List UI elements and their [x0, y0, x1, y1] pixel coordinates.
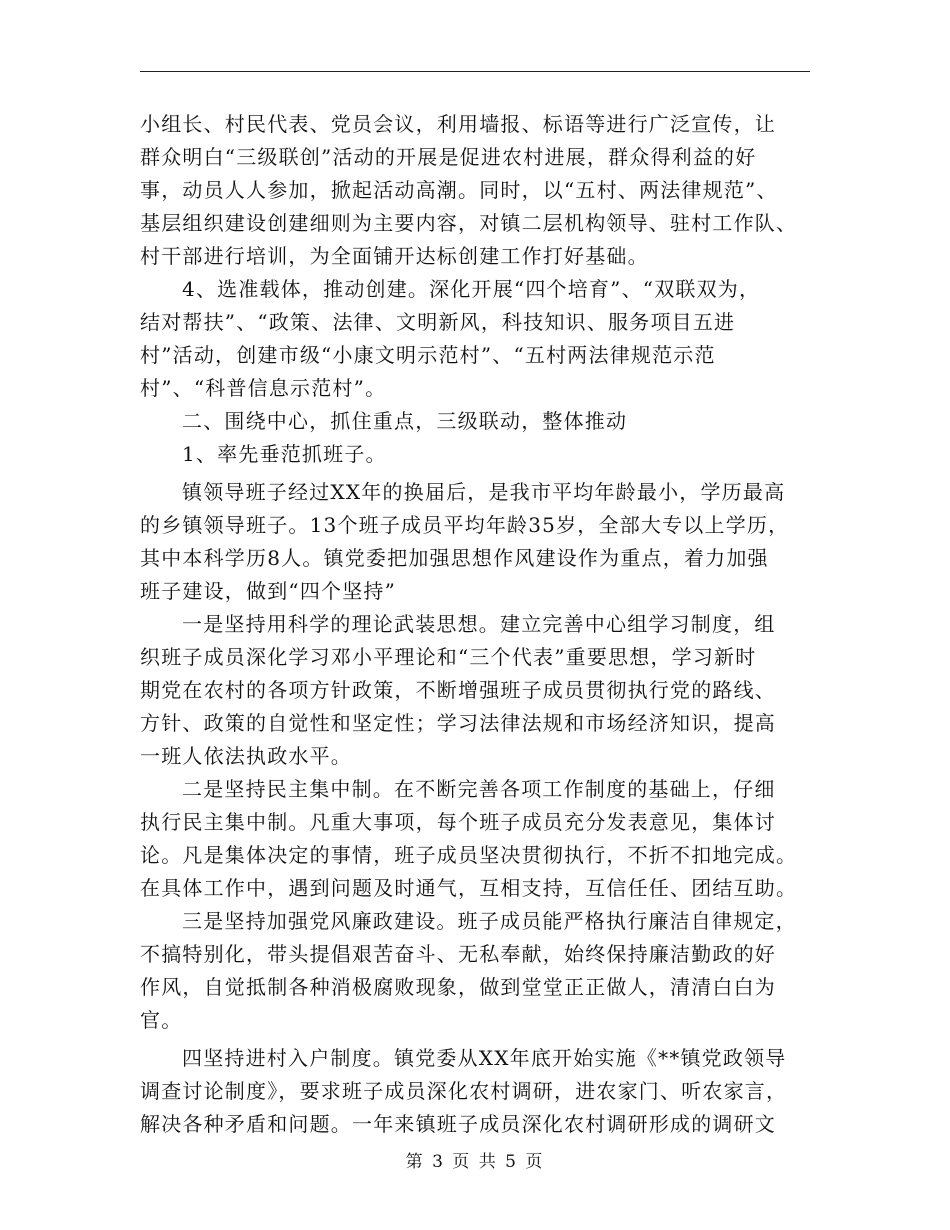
text-line: 四坚持进村入户制度。镇党委从XX年底开始实施《**镇党政领导	[182, 1046, 787, 1070]
text-line: 事，动员人人参加，掀起活动高潮。同时，以“五村、两法律规范”、	[140, 178, 778, 202]
text-line: 官。	[140, 1008, 183, 1032]
text-line: 基层组织建设创建细则为主要内容，对镇二层机构领导、驻村工作队、	[140, 211, 798, 235]
text-line: 镇领导班子经过XX年的换届后，是我市平均年龄最小，学历最高	[182, 480, 786, 504]
header-rule	[140, 71, 810, 72]
text-line: 群众明白“三级联创”活动的开展是促进农村进展，群众得利益的好	[140, 145, 757, 169]
text-line: 作风，自觉抵制各种消极腐败现象，做到堂堂正正做人，清清白白为	[140, 975, 776, 999]
section-heading: 二、围绕中心，抓住重点，三级联动，整体推动	[182, 409, 628, 433]
text-line: 一班人依法执政水平。	[140, 744, 352, 768]
text-line: 二是坚持民主集中制。在不断完善各项工作制度的基础上，仔细	[182, 777, 776, 801]
text-line: 织班子成员深化学习邓小平理论和“三个代表”重要思想，学习新时	[140, 645, 757, 669]
page-number-footer: 第 3 页 共 5 页	[405, 1152, 545, 1172]
text-line: 村”、“科普信息示范村”。	[140, 376, 387, 400]
text-line: 执行民主集中制。凡重大事项，每个班子成员充分发表意见，集体讨	[140, 810, 776, 834]
text-line: 在具体工作中，遇到问题及时通气，互相支持，互信任任、团结互助。	[140, 876, 798, 900]
text-line: 期党在农村的各项方针政策，不断增强班子成员贯彻执行党的路线、	[140, 678, 776, 702]
text-line: 不搞特别化，带头提倡艰苦奋斗、无私奉献，始终保持廉洁勤政的好	[140, 942, 776, 966]
text-line: 论。凡是集体决定的事情，班子成员坚决贯彻执行，不折不扣地完成。	[140, 843, 798, 867]
text-line: 小组长、村民代表、党员会议，利用墙报、标语等进行广泛宣传，让	[140, 112, 776, 136]
subsection-heading: 1、率先垂范抓班子。	[182, 442, 387, 466]
text-line: 结对帮扶”、“政策、法律、文明新风，科技知识、服务项目五进	[140, 310, 736, 334]
text-line: 方针、政策的自觉性和坚定性；学习法律法规和市场经济知识，提高	[140, 711, 776, 735]
text-line: 班子建设，做到“四个坚持”	[140, 579, 397, 603]
text-line: 的乡镇领导班子。13个班子成员平均年龄35岁，全部大专以上学历，	[140, 513, 790, 537]
document-body	[140, 108, 810, 1141]
text-line: 村”活动，创建市级“小康文明示范村”、“五村两法律规范示范	[140, 343, 716, 367]
text-line: 调查讨论制度》，要求班子成员深化农村调研，进农家门、听农家言，	[140, 1079, 788, 1103]
text-line: 村干部进行培训，为全面铺开达标创建工作打好基础。	[140, 244, 649, 268]
text-line: 4、选准载体，推动创建。深化开展“四个培育”、“双联双为，	[182, 277, 761, 301]
text-line: 解决各种矛盾和问题。一年来镇班子成员深化农村调研形成的调研文	[140, 1112, 776, 1136]
text-line: 其中本科学历8人。镇党委把加强思想作风建设作为重点，着力加强	[140, 546, 769, 570]
text-line: 三是坚持加强党风廉政建设。班子成员能严格执行廉洁自律规定，	[182, 909, 797, 933]
text-line: 一是坚持用科学的理论武装思想。建立完善中心组学习制度，组	[182, 612, 776, 636]
